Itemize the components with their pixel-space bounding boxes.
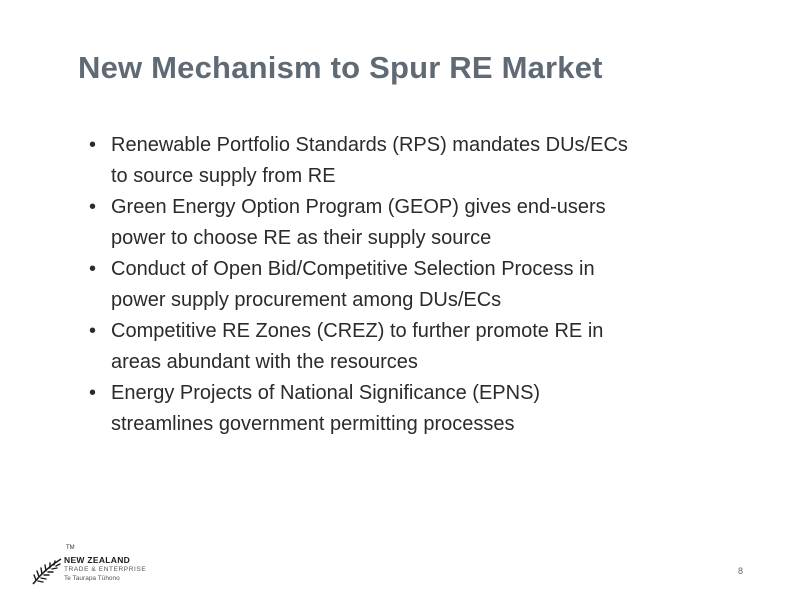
trademark-mark: TM xyxy=(66,545,75,551)
bullet-text-line: Renewable Portfolio Standards (RPS) mandates DUs/ECs xyxy=(111,134,628,156)
bullet-marker: • xyxy=(89,196,97,218)
bullet-text-line: to source supply from RE xyxy=(111,165,336,187)
bullet-item xyxy=(89,192,749,254)
bullet-list xyxy=(89,130,749,440)
logo-line-new-zealand: NEW ZEALAND xyxy=(64,555,131,565)
bullet-marker: • xyxy=(89,134,97,156)
bullet-text-line: power to choose RE as their supply source xyxy=(111,227,492,249)
bullet-text-line: streamlines government permitting processes xyxy=(111,413,515,435)
bullet-marker: • xyxy=(89,258,97,280)
bullet-text-line: power supply procurement among DUs/ECs xyxy=(111,289,502,311)
bullet-text-line: Energy Projects of National Significance (EPNS) xyxy=(111,382,541,404)
fern-icon xyxy=(30,553,64,587)
bullet-text-line: areas abundant with the resources xyxy=(111,351,418,373)
logo-line-maori-name: Te Taurapa Tūhono xyxy=(64,575,120,582)
nz-trade-enterprise-logo xyxy=(30,545,170,590)
bullet-marker: • xyxy=(89,320,97,342)
bullet-text-line: Conduct of Open Bid/Competitive Selection Process in xyxy=(111,258,595,280)
bullet-text-line: Competitive RE Zones (CREZ) to further promote RE in xyxy=(111,320,604,342)
bullet-item xyxy=(89,130,749,192)
bullet-item xyxy=(89,316,749,378)
slide-title: New Mechanism to Spur RE Market xyxy=(78,50,603,85)
page-number: 8 xyxy=(738,566,744,576)
bullet-item xyxy=(89,378,749,440)
logo-line-trade-enterprise: TRADE & ENTERPRISE xyxy=(64,566,147,573)
logo-wordmark xyxy=(64,556,146,583)
bullet-item xyxy=(89,254,749,316)
bullet-marker: • xyxy=(89,382,97,404)
bullet-text-line: Green Energy Option Program (GEOP) gives end-users xyxy=(111,196,606,218)
